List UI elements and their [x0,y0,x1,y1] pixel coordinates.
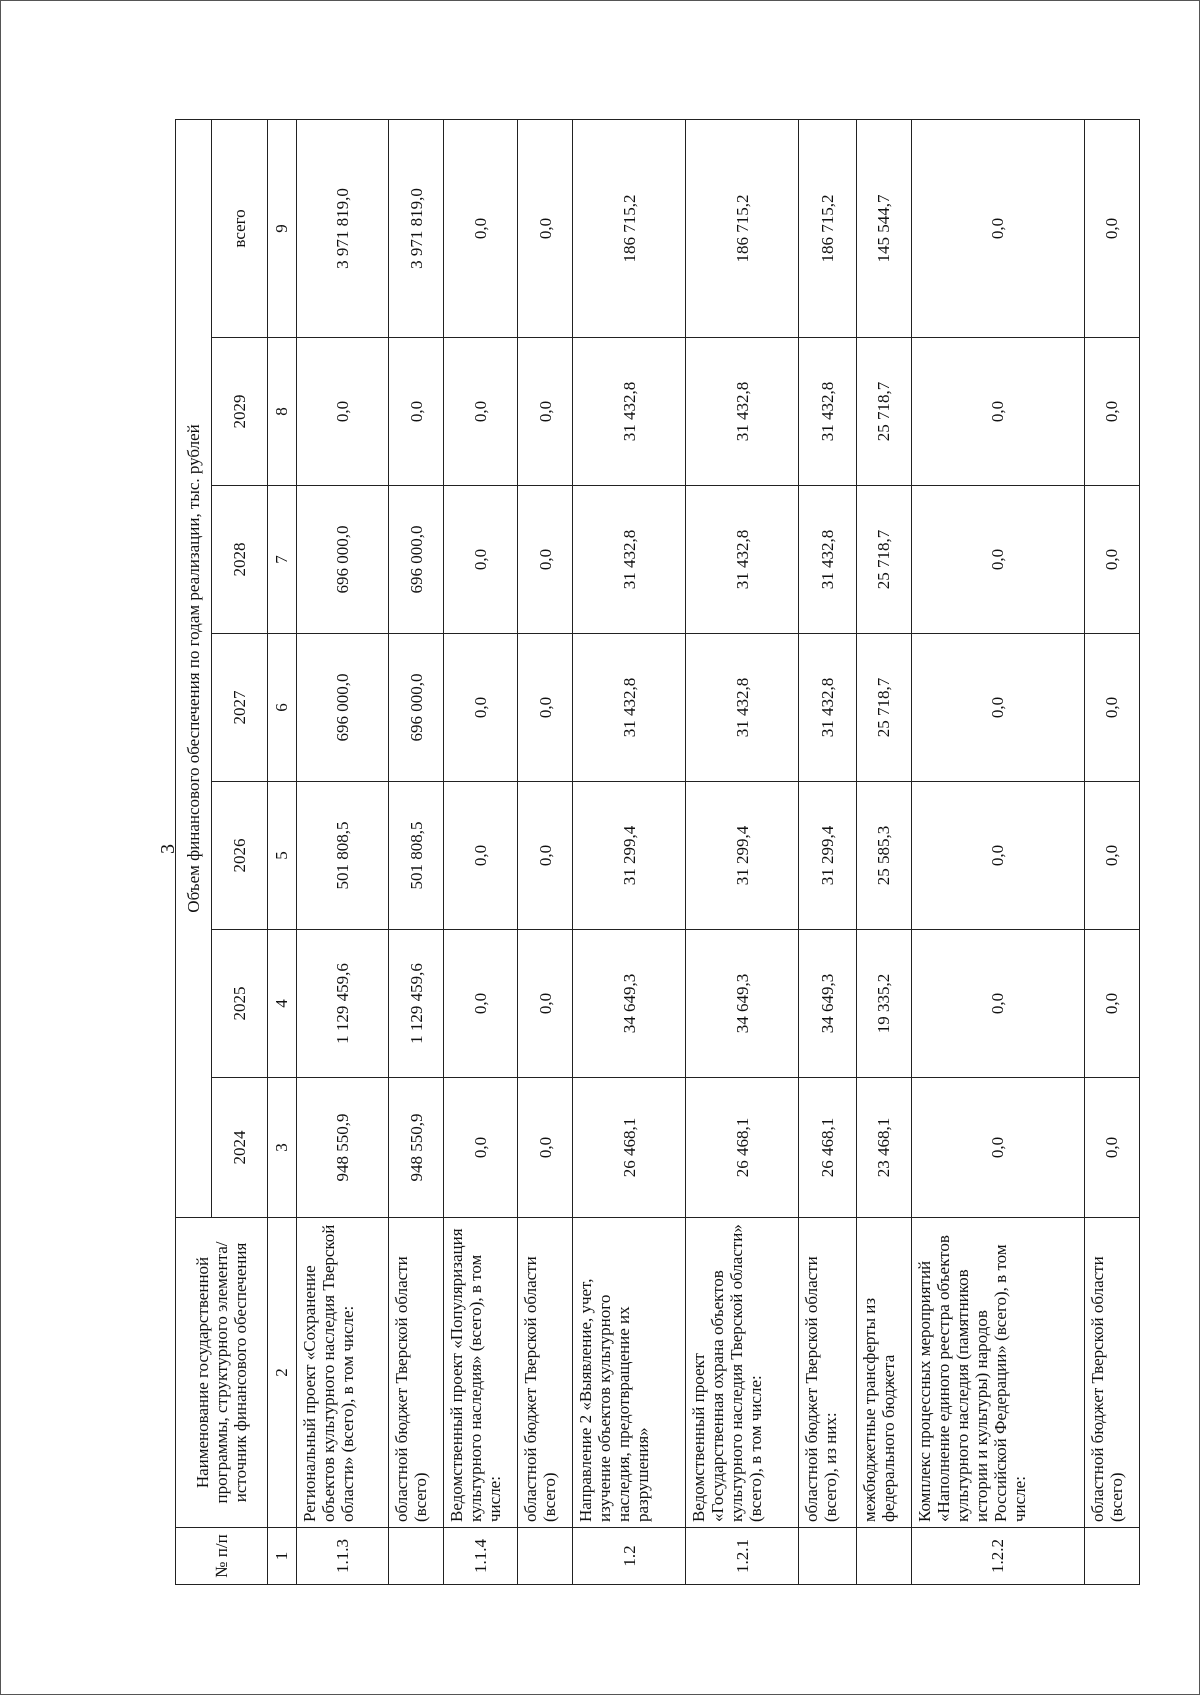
value-cell: 0,0 [1084,930,1139,1078]
header-num: № п/п [176,1528,268,1585]
value-cell: 0,0 [444,338,518,486]
row-number [1084,1528,1139,1585]
value-cell: 0,0 [911,338,1084,486]
row-number: 1.1.3 [297,1528,389,1585]
value-cell: 0,0 [1084,634,1139,782]
table-row [856,119,911,1584]
table-row [444,119,518,1584]
row-name: Комплекс процессных мероприятий «Наполнение единого реестра объектов культурного наследия (памятников истории и культуры) народов Российской Федерации» (всего), в том числе: [911,1218,1084,1528]
value-cell: 31 432,8 [686,486,799,634]
column-number: 6 [268,634,297,782]
header-year-2026: 2026 [212,782,268,930]
value-cell: 25 718,7 [856,486,911,634]
row-name: областной бюджет Тверской области (всего), из них: [799,1218,857,1528]
row-name: областной бюджет Тверской области (всего) [518,1218,573,1528]
value-cell: 26 468,1 [573,1078,686,1218]
value-cell: 31 299,4 [799,782,857,930]
value-cell: 0,0 [297,338,389,486]
value-cell: 25 718,7 [856,338,911,486]
value-cell: 0,0 [444,486,518,634]
value-cell: 1 129 459,6 [297,930,389,1078]
value-cell: 0,0 [1084,1078,1139,1218]
header-year-2029: 2029 [212,338,268,486]
table-row [297,119,389,1584]
value-cell: 1 129 459,6 [389,930,444,1078]
row-number [799,1528,857,1585]
value-cell: 0,0 [518,782,573,930]
table-row [573,119,686,1584]
value-cell: 948 550,9 [389,1078,444,1218]
value-cell: 0,0 [518,338,573,486]
value-cell: 696 000,0 [297,634,389,782]
value-cell: 0,0 [444,782,518,930]
header-total: всего [212,119,268,337]
column-number: 9 [268,119,297,337]
column-number: 4 [268,930,297,1078]
value-cell: 186 715,2 [573,119,686,337]
page-number: 3 [157,844,179,854]
row-name: областной бюджет Тверской области (всего) [389,1218,444,1528]
value-cell: 0,0 [518,119,573,337]
value-cell: 0,0 [911,1078,1084,1218]
value-cell: 31 432,8 [686,338,799,486]
value-cell: 186 715,2 [799,119,857,337]
header-year-2024: 2024 [212,1078,268,1218]
column-number: 3 [268,1078,297,1218]
table-row [911,119,1084,1584]
row-number: 1.2.1 [686,1528,799,1585]
column-number: 2 [268,1218,297,1528]
value-cell: 0,0 [911,930,1084,1078]
value-cell: 25 718,7 [856,634,911,782]
value-cell: 31 432,8 [573,338,686,486]
header-year-2028: 2028 [212,486,268,634]
value-cell: 0,0 [911,119,1084,337]
row-number [518,1528,573,1585]
value-cell: 0,0 [911,782,1084,930]
value-cell: 31 432,8 [799,634,857,782]
value-cell: 31 299,4 [573,782,686,930]
value-cell: 34 649,3 [799,930,857,1078]
value-cell: 26 468,1 [799,1078,857,1218]
rotated-table-container [175,120,1140,1585]
value-cell: 186 715,2 [686,119,799,337]
value-cell: 0,0 [1084,119,1139,337]
row-name: Региональный проект «Сохранение объектов культурного наследия Тверской области» (всего), в том числе: [297,1218,389,1528]
value-cell: 0,0 [518,1078,573,1218]
financing-table [175,119,1140,1585]
value-cell: 501 808,5 [297,782,389,930]
value-cell: 0,0 [444,1078,518,1218]
value-cell: 145 544,7 [856,119,911,337]
value-cell: 0,0 [1084,782,1139,930]
value-cell: 696 000,0 [389,486,444,634]
value-cell: 3 971 819,0 [297,119,389,337]
header-group: Объем финансового обеспечения по годам реализации, тыс. рублей [176,119,212,1217]
column-number: 1 [268,1528,297,1585]
row-number: 1.1.4 [444,1528,518,1585]
value-cell: 501 808,5 [389,782,444,930]
value-cell: 3 971 819,0 [389,119,444,337]
column-number: 8 [268,338,297,486]
value-cell: 31 432,8 [686,634,799,782]
value-cell: 0,0 [518,634,573,782]
value-cell: 0,0 [911,634,1084,782]
value-cell: 19 335,2 [856,930,911,1078]
header-year-2025: 2025 [212,930,268,1078]
row-number [389,1528,444,1585]
value-cell: 34 649,3 [686,930,799,1078]
value-cell: 31 432,8 [573,486,686,634]
value-cell: 31 432,8 [799,338,857,486]
value-cell: 0,0 [389,338,444,486]
row-number [856,1528,911,1585]
table-row [686,119,799,1584]
value-cell: 696 000,0 [389,634,444,782]
row-name: межбюджетные трансферты из федерального бюджета [856,1218,911,1528]
value-cell: 34 649,3 [573,930,686,1078]
value-cell: 0,0 [1084,486,1139,634]
table-body [297,119,1140,1584]
value-cell: 0,0 [444,119,518,337]
value-cell: 0,0 [911,486,1084,634]
column-number: 7 [268,486,297,634]
value-cell: 0,0 [518,930,573,1078]
row-name: Ведомственный проект «Государственная охрана объектов культурного наследия Тверской области» (всего), в том числе: [686,1218,799,1528]
row-number: 1.2 [573,1528,686,1585]
value-cell: 25 585,3 [856,782,911,930]
value-cell: 31 432,8 [799,486,857,634]
row-number: 1.2.2 [911,1528,1084,1585]
value-cell: 0,0 [444,930,518,1078]
value-cell: 696 000,0 [297,486,389,634]
value-cell: 23 468,1 [856,1078,911,1218]
value-cell: 0,0 [444,634,518,782]
table-row [799,119,857,1584]
table-row [518,119,573,1584]
value-cell: 0,0 [1084,338,1139,486]
header-name: Наименование государственной программы, структурного элемента/источник финансового обеспечения [176,1218,268,1528]
table-row [1084,119,1139,1584]
row-name: Ведомственный проект «Популяризация культурного наследия» (всего), в том числе: [444,1218,518,1528]
header-year-2027: 2027 [212,634,268,782]
table-row [389,119,444,1584]
value-cell: 26 468,1 [686,1078,799,1218]
column-number: 5 [268,782,297,930]
row-name: областной бюджет Тверской области (всего) [1084,1218,1139,1528]
value-cell: 31 432,8 [573,634,686,782]
value-cell: 948 550,9 [297,1078,389,1218]
row-name: Направление 2 «Выявление, учет, изучение объектов культурного наследия, предотвращение их разрушения» [573,1218,686,1528]
value-cell: 0,0 [518,486,573,634]
value-cell: 31 299,4 [686,782,799,930]
